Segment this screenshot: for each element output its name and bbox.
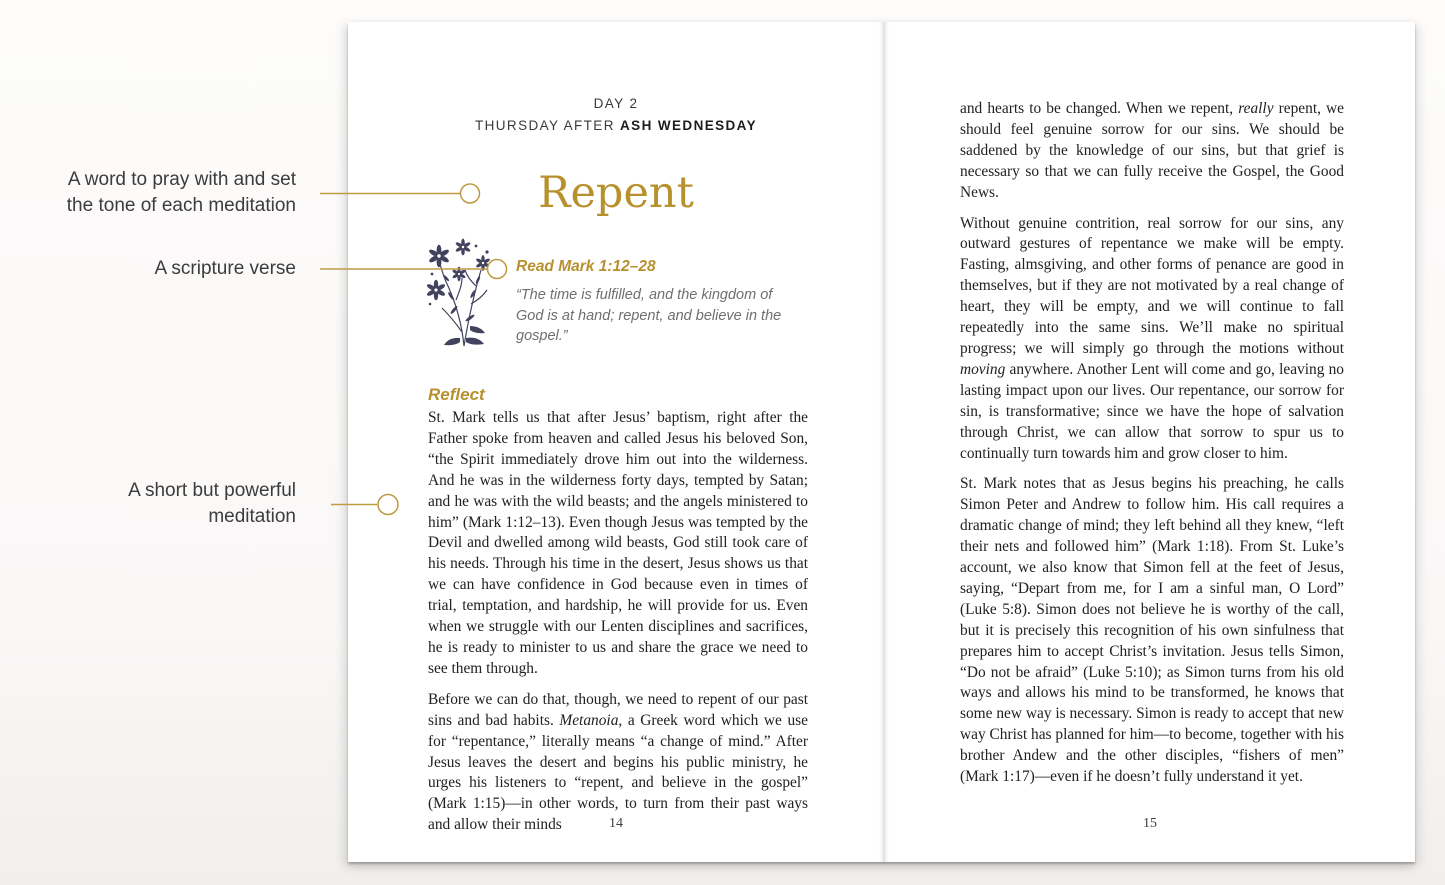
annotation-line: meditation [208,506,296,527]
annotation-scripture-verse [155,256,297,282]
annotation-line: A scripture verse [154,258,296,279]
annotation-line: A word to pray with and set [67,169,296,190]
page-number-left: 14 [609,816,623,831]
day-kicker-line1: DAY 2 [593,96,639,111]
botanical-sprig-illustration [426,234,494,348]
meditation-paragraph: St. Mark notes that as Jesus begins his preaching, he calls Simon Peter and Andrew to follow him. His call requires a dramatic change of mind; they left behind all they knew, “left their nets and followed him” (Mark 1:18). From St. Luke’s account, we also know that Simon fell at the feet of Jesus, saying, “Depart from me, for I am a sinful man, O Lord” (Luke 5:8). Simon does not believe he is worthy of the call, but it is precisely this recognition of his own sinfulness that prepares him to accept Christ’s invitation. Jesus tells Simon, “Do not be afraid” (Luke 5:10); as Simon turns from his old ways and allows his mind to be transformed, he knows that some new way is necessary. Simon is ready to accept that new way Christ has planned for him—to become, together with his brother Andew and the other disciples, “fishers of men” (Mark 1:17)—even if he doesn’t fully understand it yet. [960,475,1344,786]
meditation-paragraph: Without genuine contrition, real sorrow for our sins, any outward gestures of repentance we make will be empty. Fasting, almsgiving, and other forms of penance are good in themselves, but if they are not motivated by a real change of heart, they will be empty, and we will continue to fall repeatedly into the same sins. We’ll make no spiritual progress; we will simply go through the motions without moving anywhere. Another Lent will come and go, leaving no lasting impact upon our lives. Our repentance, our sorrow for sin, is transformative; since we have the hope of salvation through Christ, we can allow that sorrow to spur us to continually turn towards him and grow closer to him. [960,214,1344,462]
meditation-paragraph: and hearts to be changed. When we repent, really repent, we should feel genuine sorrow for our sins. We should be saddened by the knowledge of our sins, but that grief is necessary so that we can fully receive the Gospel, the Good News. [960,100,1344,201]
scripture-verse-quote: “The time is fulfilled, and the kingdom of God is at hand; repent, and believe in the gospel.” [516,287,782,344]
meditation-word-title: Repent [538,168,694,218]
annotation-pray-word [67,167,296,219]
reflect-section-label: Reflect [428,385,485,404]
annotation-line: the tone of each meditation [66,195,296,216]
scripture-reading-label: Read Mark 1:12–28 [516,258,656,275]
meditation-body-left [428,408,808,846]
book-page-left [348,22,884,862]
annotation-line: A short but powerful [128,480,296,501]
book-spread [348,22,1415,862]
day-kicker [348,93,884,137]
meditation-body-right [960,99,1344,798]
meditation-paragraph: Before we can do that, though, we need to repent of our past sins and bad habits. Metanoia, a Greek word which we use for “repentance,” literally means “a change of mind.” After Jesus leaves the desert and begins his public ministry, he urges his listeners to “repent, and believe in the gospel” (Mark 1:15)—in other words, to turn from their past ways and allow their minds [428,690,808,834]
annotation-meditation [128,478,296,530]
book-page-right [885,22,1415,862]
page-number-right: 15 [1143,816,1157,831]
day-kicker-line2: THURSDAY AFTER ASH WEDNESDAY [474,118,757,133]
meditation-paragraph: St. Mark tells us that after Jesus’ baptism, right after the Father spoke from heaven and called Jesus his beloved Son, “the Spirit immediately drove him out into the wilderness. And he was in the wilderness forty days, tempted by Satan; and he was with the wild beasts; and the angels ministered to him” (Mark 1:12–13). Even though Jesus was tempted by the Devil and dwelled among wild beasts, God still took care of his needs. Through his time in the desert, Jesus shows us that we can have confidence in God because even in times of trial, temptation, and hardship, he will provide for us. Even when we struggle with our Lenten disciplines and sacrifices, he is ready to minister to us and share the grace we need to see them through. [428,409,808,677]
